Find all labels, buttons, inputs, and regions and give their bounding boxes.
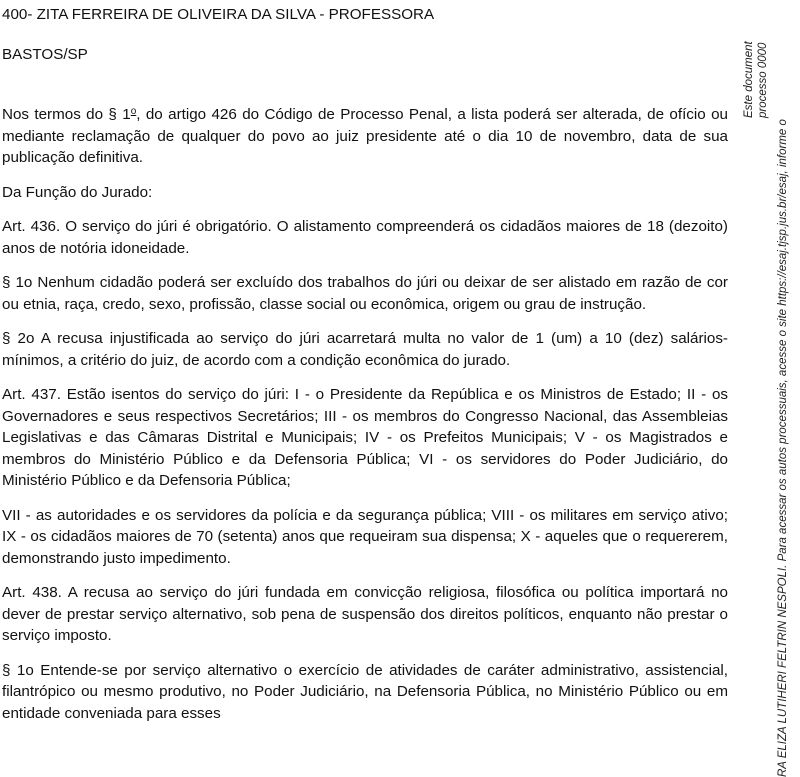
paragraph-9: § 1o Entende-se por serviço alternativo o exercício de atividades de caráter administrativo, assistencial, filantrópico ou mesmo produtivo, no Poder Judiciário, na Defensoria Pública, no Ministério Público ou em entidade conveniada para esses (2, 661, 728, 722)
paragraph-1-start: Nos termos do § 1 (2, 106, 131, 123)
paragraph-3: Art. 436. O serviço do júri é obrigatório. O alistamento compreenderá os cidadãos maiores de 18 (dezoito) anos de notória idoneidade. (2, 218, 728, 257)
paragraph-2: Da Função do Jurado: (2, 183, 153, 201)
vertical-side-note (741, 0, 800, 777)
side-note-line-a: Este document (743, 41, 755, 118)
paragraph-5: § 2o A recusa injustificada ao serviço do júri acarretará multa no valor de 1 (um) a 10 (dez) salários-mínimos, a critério do juiz, de acordo com a condição econômica do jurado. (2, 330, 728, 369)
paragraph-8: Art. 438. A recusa ao serviço do júri fundada em convicção religiosa, filosófica ou política importará no dever de prestar serviço alternativo, sob pena de suspensão dos direitos políticos, enquanto não prestar o serviço imposto. (2, 584, 728, 644)
side-note-line-c: RA ELIZA LUTIHERI FELTRIN NESPOLI. Para acessar os autos processuais, acesse o site https://esaj.tjsp.jus.br/esaj, informe o (777, 119, 789, 777)
paragraph-6: Art. 437. Estão isentos do serviço do júri: I - o Presidente da República e os Ministros de Estado; II - os Governadores e seus respectivos Secretários; III - os membros do Congresso Nacional, das Assembleias Legislativas e das Câmaras Distrital e Municipais; IV - os Prefeitos Municipais; V - os Magistrados e membros do Ministério Público e da Defensoria Pública; VI - os servidores do Poder Judiciário, do Ministério Público e da Defensoria Pública; (2, 386, 728, 489)
header-title: 400- ZITA FERREIRA DE OLIVEIRA DA SILVA - PROFESSORA (2, 6, 435, 23)
header-city: BASTOS/SP (2, 45, 88, 63)
paragraph-1-rest: , do artigo 426 do Código de Processo Penal, a lista poderá ser alterada, de ofício ou mediante reclamação de qualquer do povo ao juiz presidente até o dia 10 de novembro, data de sua publicação definitiva. (2, 106, 728, 166)
paragraph-7: VII - as autoridades e os servidores da polícia e da segurança pública; VIII - os militares em serviço ativo; IX - os cidadãos maiores de 70 (setenta) anos que requeiram sua dispensa; X - aqueles que o requererem, demonstrando justo impedimento. (2, 506, 728, 567)
side-note-line-b: processo 0000 (757, 42, 769, 118)
paragraph-1 (2, 101, 728, 169)
paragraph-1-superscript: o (130, 106, 137, 117)
document-body (2, 4, 728, 724)
paragraph-4: § 1o Nenhum cidadão poderá ser excluído dos trabalhos do júri ou deixar de ser alistado em razão de cor ou etnia, raça, credo, sexo, profissão, classe social ou econômica, origem ou grau de instrução. (2, 274, 728, 313)
